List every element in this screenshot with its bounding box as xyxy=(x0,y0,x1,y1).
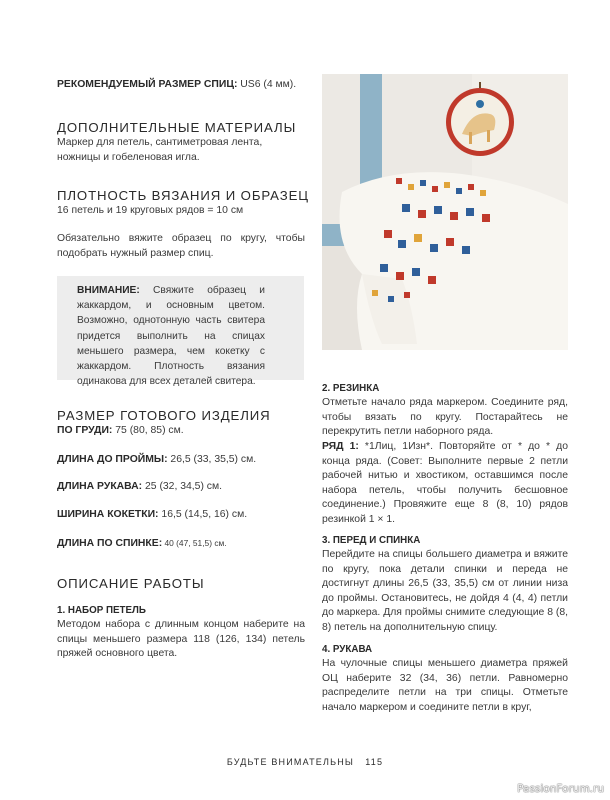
finished-size-heading: РАЗМЕР ГОТОВОГО ИЗДЕЛИЯ xyxy=(57,408,271,423)
step1-text: Методом набора с длинным концом наберите на спицы меньшего размера 118 (126, 134) петель пряжей основного цвета. xyxy=(57,619,305,660)
finished-row xyxy=(57,453,256,468)
step4-title: 4. РУКАВА xyxy=(322,644,373,655)
row1-text: *1Лиц, 1Изн*. Повторяйте от * до * до конца ряда. (Совет: Выполните первые 2 петли рабочей нитью и хвостиком, оставшимся после набора петель, чтобы получить бесшовное соединение.) Провяжите еще 8 (8, 10) рядов резинкой 1 × 1. xyxy=(322,441,568,525)
finished-row xyxy=(57,508,247,523)
finished-row-value: 26,5 (33, 35,5) см. xyxy=(167,454,257,465)
page-number: 115 xyxy=(365,757,384,767)
needle-size-label: РЕКОМЕНДУЕМЫЙ РАЗМЕР СПИЦ: xyxy=(57,79,238,90)
step2-row1 xyxy=(322,440,568,528)
finished-row-label: ДЛИНА РУКАВА: xyxy=(57,481,143,492)
step3-text: Перейдите на спицы большего диаметра и вяжите по кругу, пока детали спинки и переда не достигнут длины 26,5 (33, 35,5) см от линии низа до проймы. Остановитесь, не дойдя 4 (4, 4) петли до маркера. Для проймы снимите следующие 8 (8, 8) петель на дополнительную спицу. xyxy=(322,549,568,633)
finished-row xyxy=(57,536,227,552)
step3-title: 3. ПЕРЕД И СПИНКА xyxy=(322,535,421,546)
finished-row-value: 40 (47, 51,5) см. xyxy=(162,538,227,548)
materials-heading: ДОПОЛНИТЕЛЬНЫЕ МАТЕРИАЛЫ xyxy=(57,120,297,135)
finished-row xyxy=(57,424,184,439)
step1-title: 1. НАБОР ПЕТЕЛЬ xyxy=(57,605,146,616)
work-heading: ОПИСАНИЕ РАБОТЫ xyxy=(57,576,205,591)
finished-row xyxy=(57,480,222,495)
needle-size-value: US6 (4 мм). xyxy=(237,79,297,90)
row1-label: РЯД 1: xyxy=(322,441,359,452)
attention-body: Свяжите образец и жаккардом, и основным цветом. Возможно, однотонную часть свитера придется выполнить на спицах меньшего размера, чем кокетку с жаккардом. Плотность вязания одинакова для всех деталей свитера. xyxy=(77,285,265,388)
watermark: PassionForum.ru xyxy=(517,783,604,795)
needle-size-line xyxy=(57,78,307,93)
finished-row-label: ДЛИНА ПО СПИНКЕ: xyxy=(57,538,163,549)
gauge-text: Обязательно вяжите образец по кругу, чтобы подобрать нужный размер спиц. xyxy=(57,233,305,259)
gauge-heading: ПЛОТНОСТЬ ВЯЗАНИЯ И ОБРАЗЕЦ xyxy=(57,188,309,203)
sweater-photo-illustration xyxy=(322,74,568,350)
page-footer xyxy=(0,757,610,767)
finished-row-value: 25 (32, 34,5) см. xyxy=(142,481,223,492)
finished-row-label: ДЛИНА ДО ПРОЙМЫ: xyxy=(57,454,168,465)
finished-row-label: ПО ГРУДИ: xyxy=(57,425,113,436)
step2-title: 2. РЕЗИНКА xyxy=(322,383,380,394)
attention-text xyxy=(77,283,265,389)
footer-label: БУДЬТЕ ВНИМАТЕЛЬНЫ xyxy=(226,757,355,767)
attention-label: ВНИМАНИЕ: xyxy=(77,285,140,296)
finished-row-label: ШИРИНА КОКЕТКИ: xyxy=(57,509,159,520)
step2-text: Отметьте начало ряда маркером. Соедините ряд, чтобы вязать по кругу. Постарайтесь не перекрутить петли наборного ряда. xyxy=(322,397,568,438)
gauge-line: 16 петель и 19 круговых рядов = 10 см xyxy=(57,205,244,216)
finished-row-value: 75 (80, 85) см. xyxy=(112,425,184,436)
finished-row-value: 16,5 (14,5, 16) см. xyxy=(158,509,248,520)
step4-text: На чулочные спицы меньшего диаметра пряжей ОЦ наберите 32 (34, 36) петли. Равномерно распределите петли на три спицы. Отметьте начало маркером и соедините петли в круг, xyxy=(322,658,568,713)
materials-text: Маркер для петель, сантиметровая лента, ножницы и гобеленовая игла. xyxy=(57,137,263,163)
sweater-photo xyxy=(322,74,568,350)
